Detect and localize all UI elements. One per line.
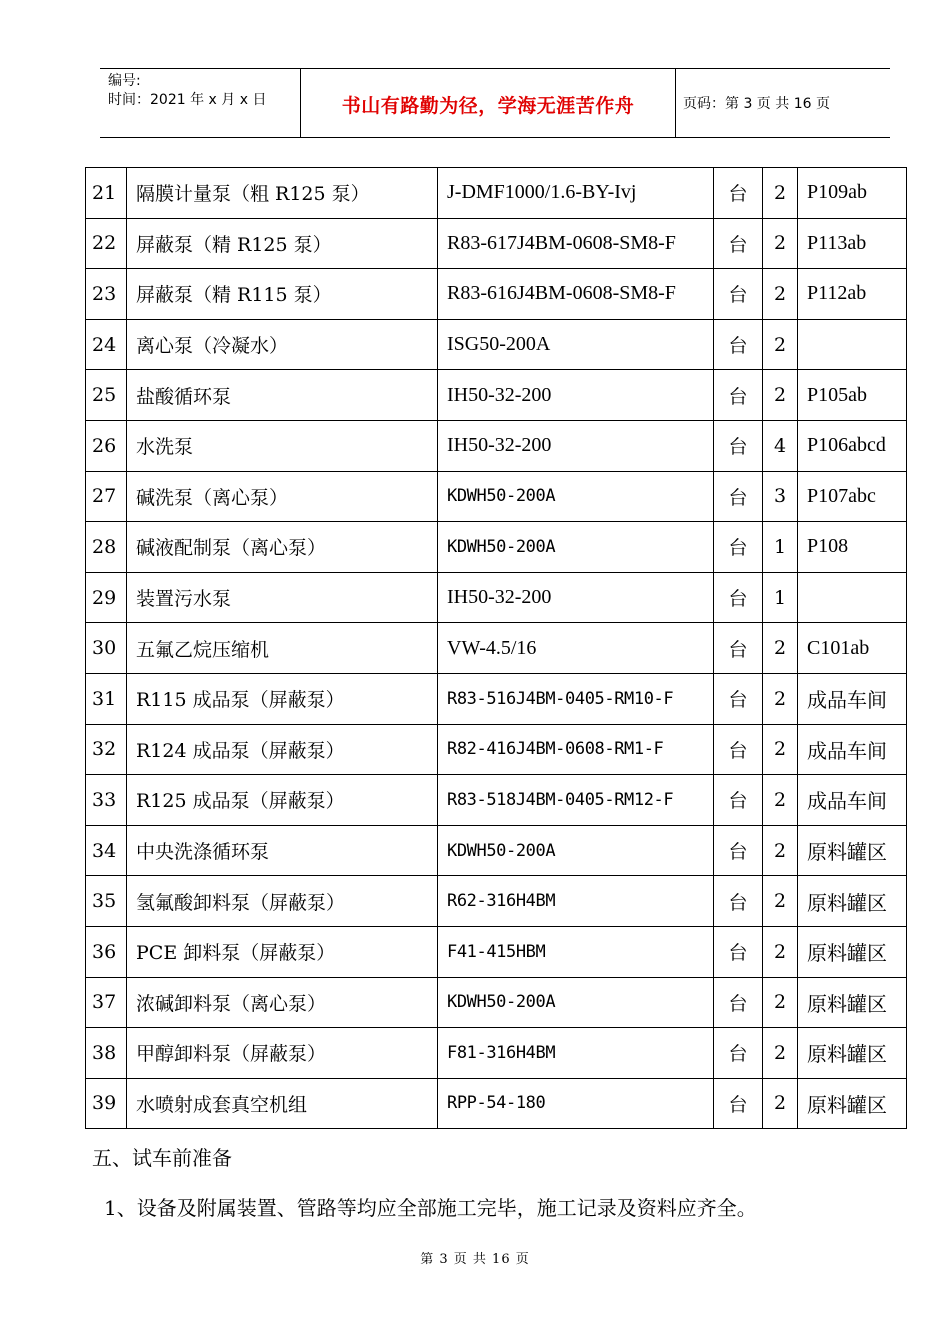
row-number: 23 [86, 269, 127, 320]
equipment-model: KDWH50-200A [438, 522, 714, 573]
row-number: 21 [86, 168, 127, 219]
equipment-name: 碱液配制泵（离心泵） [127, 522, 438, 573]
table-row [86, 825, 907, 876]
equipment-name: 浓碱卸料泵（离心泵） [127, 977, 438, 1028]
equipment-model: RPP-54-180 [438, 1078, 714, 1129]
table-row [86, 370, 907, 421]
page-header [100, 68, 890, 138]
equipment-tag: P109ab [798, 168, 907, 219]
unit: 台 [714, 522, 763, 573]
row-number: 31 [86, 673, 127, 724]
table-row [86, 775, 907, 826]
table-row [86, 420, 907, 471]
equipment-tag [798, 572, 907, 623]
equipment-tag: 原料罐区 [798, 926, 907, 977]
unit: 台 [714, 775, 763, 826]
quantity: 2 [763, 876, 798, 927]
equipment-tag: 原料罐区 [798, 977, 907, 1028]
equipment-tag: 原料罐区 [798, 825, 907, 876]
table-row [86, 977, 907, 1028]
table-row [86, 218, 907, 269]
quantity: 3 [763, 471, 798, 522]
equipment-model: R83-518J4BM-0405-RM12-F [438, 775, 714, 826]
table-row [86, 673, 907, 724]
quantity: 2 [763, 269, 798, 320]
quantity: 2 [763, 775, 798, 826]
equipment-name: 水喷射成套真空机组 [127, 1078, 438, 1129]
equipment-tag: 原料罐区 [798, 876, 907, 927]
unit: 台 [714, 572, 763, 623]
unit: 台 [714, 471, 763, 522]
equipment-tag: P108 [798, 522, 907, 573]
quantity: 1 [763, 572, 798, 623]
equipment-model: R83-616J4BM-0608-SM8-F [438, 269, 714, 320]
row-number: 25 [86, 370, 127, 421]
row-number: 24 [86, 319, 127, 370]
equipment-name: R124 成品泵（屏蔽泵） [127, 724, 438, 775]
table-row [86, 724, 907, 775]
quantity: 2 [763, 319, 798, 370]
equipment-table [85, 167, 907, 1129]
row-number: 36 [86, 926, 127, 977]
date-label: 时间：2021 年 x 月 x 日 [108, 92, 267, 108]
equipment-tag: P113ab [798, 218, 907, 269]
equipment-model: KDWH50-200A [438, 825, 714, 876]
unit: 台 [714, 319, 763, 370]
row-number: 27 [86, 471, 127, 522]
equipment-name: R125 成品泵（屏蔽泵） [127, 775, 438, 826]
unit: 台 [714, 218, 763, 269]
table-row [86, 926, 907, 977]
equipment-name: 水洗泵 [127, 420, 438, 471]
equipment-tag: 成品车间 [798, 724, 907, 775]
row-number: 39 [86, 1078, 127, 1129]
quantity: 2 [763, 168, 798, 219]
quantity: 1 [763, 522, 798, 573]
quantity: 2 [763, 724, 798, 775]
table-row [86, 1078, 907, 1129]
equipment-tag [798, 319, 907, 370]
quantity: 2 [763, 825, 798, 876]
equipment-name: 装置污水泵 [127, 572, 438, 623]
row-number: 32 [86, 724, 127, 775]
quantity: 2 [763, 1078, 798, 1129]
equipment-model: R83-617J4BM-0608-SM8-F [438, 218, 714, 269]
equipment-name: PCE 卸料泵（屏蔽泵） [127, 926, 438, 977]
header-motto: 书山有路勤为径，学海无涯苦作舟 [341, 95, 635, 117]
serial-label: 编号: [108, 73, 141, 89]
equipment-name: 五氟乙烷压缩机 [127, 623, 438, 674]
table-row [86, 623, 907, 674]
row-number: 22 [86, 218, 127, 269]
unit: 台 [714, 420, 763, 471]
equipment-name: 中央洗涤循环泵 [127, 825, 438, 876]
quantity: 2 [763, 926, 798, 977]
unit: 台 [714, 926, 763, 977]
equipment-model: IH50-32-200 [438, 370, 714, 421]
equipment-tag: P107abc [798, 471, 907, 522]
header-meta [108, 72, 266, 110]
equipment-model: J-DMF1000/1.6-BY-Ivj [438, 168, 714, 219]
row-number: 34 [86, 825, 127, 876]
table-row [86, 168, 907, 219]
equipment-name: 屏蔽泵（精 R115 泵） [127, 269, 438, 320]
equipment-model: KDWH50-200A [438, 471, 714, 522]
unit: 台 [714, 1028, 763, 1079]
unit: 台 [714, 623, 763, 674]
table-row [86, 876, 907, 927]
equipment-model: ISG50-200A [438, 319, 714, 370]
equipment-tag: P105ab [798, 370, 907, 421]
equipment-model: KDWH50-200A [438, 977, 714, 1028]
row-number: 35 [86, 876, 127, 927]
quantity: 2 [763, 370, 798, 421]
equipment-tag: 成品车间 [798, 673, 907, 724]
table-row [86, 471, 907, 522]
equipment-name: 氢氟酸卸料泵（屏蔽泵） [127, 876, 438, 927]
row-number: 33 [86, 775, 127, 826]
row-number: 37 [86, 977, 127, 1028]
unit: 台 [714, 825, 763, 876]
equipment-tag: C101ab [798, 623, 907, 674]
equipment-name: 隔膜计量泵（粗 R125 泵） [127, 168, 438, 219]
quantity: 2 [763, 673, 798, 724]
row-number: 38 [86, 1028, 127, 1079]
equipment-model: VW-4.5/16 [438, 623, 714, 674]
equipment-name: 盐酸循环泵 [127, 370, 438, 421]
prep-item-1: 1、设备及附属装置、管路等均应全部施工完毕，施工记录及资料应齐全。 [104, 1196, 757, 1220]
unit: 台 [714, 168, 763, 219]
equipment-model: IH50-32-200 [438, 420, 714, 471]
unit: 台 [714, 1078, 763, 1129]
equipment-name: R115 成品泵（屏蔽泵） [127, 673, 438, 724]
equipment-model: F81-316H4BM [438, 1028, 714, 1079]
equipment-model: F41-415HBM [438, 926, 714, 977]
equipment-tag: 成品车间 [798, 775, 907, 826]
row-number: 26 [86, 420, 127, 471]
table-row [86, 572, 907, 623]
unit: 台 [714, 724, 763, 775]
quantity: 4 [763, 420, 798, 471]
unit: 台 [714, 673, 763, 724]
table-row [86, 1028, 907, 1079]
unit: 台 [714, 370, 763, 421]
equipment-model: R62-316H4BM [438, 876, 714, 927]
equipment-model: IH50-32-200 [438, 572, 714, 623]
table-row [86, 522, 907, 573]
quantity: 2 [763, 623, 798, 674]
section-heading: 五、试车前准备 [92, 1146, 232, 1170]
equipment-name: 碱洗泵（离心泵） [127, 471, 438, 522]
row-number: 28 [86, 522, 127, 573]
header-page-info: 页码：第 3 页 共 16 页 [683, 96, 830, 112]
table-row [86, 269, 907, 320]
quantity: 2 [763, 977, 798, 1028]
equipment-table-body [86, 168, 907, 1129]
equipment-tag: P106abcd [798, 420, 907, 471]
header-divider [675, 69, 676, 137]
table-row [86, 319, 907, 370]
equipment-model: R82-416J4BM-0608-RM1-F [438, 724, 714, 775]
equipment-name: 屏蔽泵（精 R125 泵） [127, 218, 438, 269]
equipment-tag: 原料罐区 [798, 1078, 907, 1129]
page-footer: 第 3 页 共 16 页 [420, 1252, 530, 1267]
equipment-name: 甲醇卸料泵（屏蔽泵） [127, 1028, 438, 1079]
quantity: 2 [763, 218, 798, 269]
unit: 台 [714, 977, 763, 1028]
row-number: 29 [86, 572, 127, 623]
row-number: 30 [86, 623, 127, 674]
equipment-tag: 原料罐区 [798, 1028, 907, 1079]
equipment-model: R83-516J4BM-0405-RM10-F [438, 673, 714, 724]
quantity: 2 [763, 1028, 798, 1079]
equipment-tag: P112ab [798, 269, 907, 320]
equipment-name: 离心泵（冷凝水） [127, 319, 438, 370]
unit: 台 [714, 876, 763, 927]
unit: 台 [714, 269, 763, 320]
